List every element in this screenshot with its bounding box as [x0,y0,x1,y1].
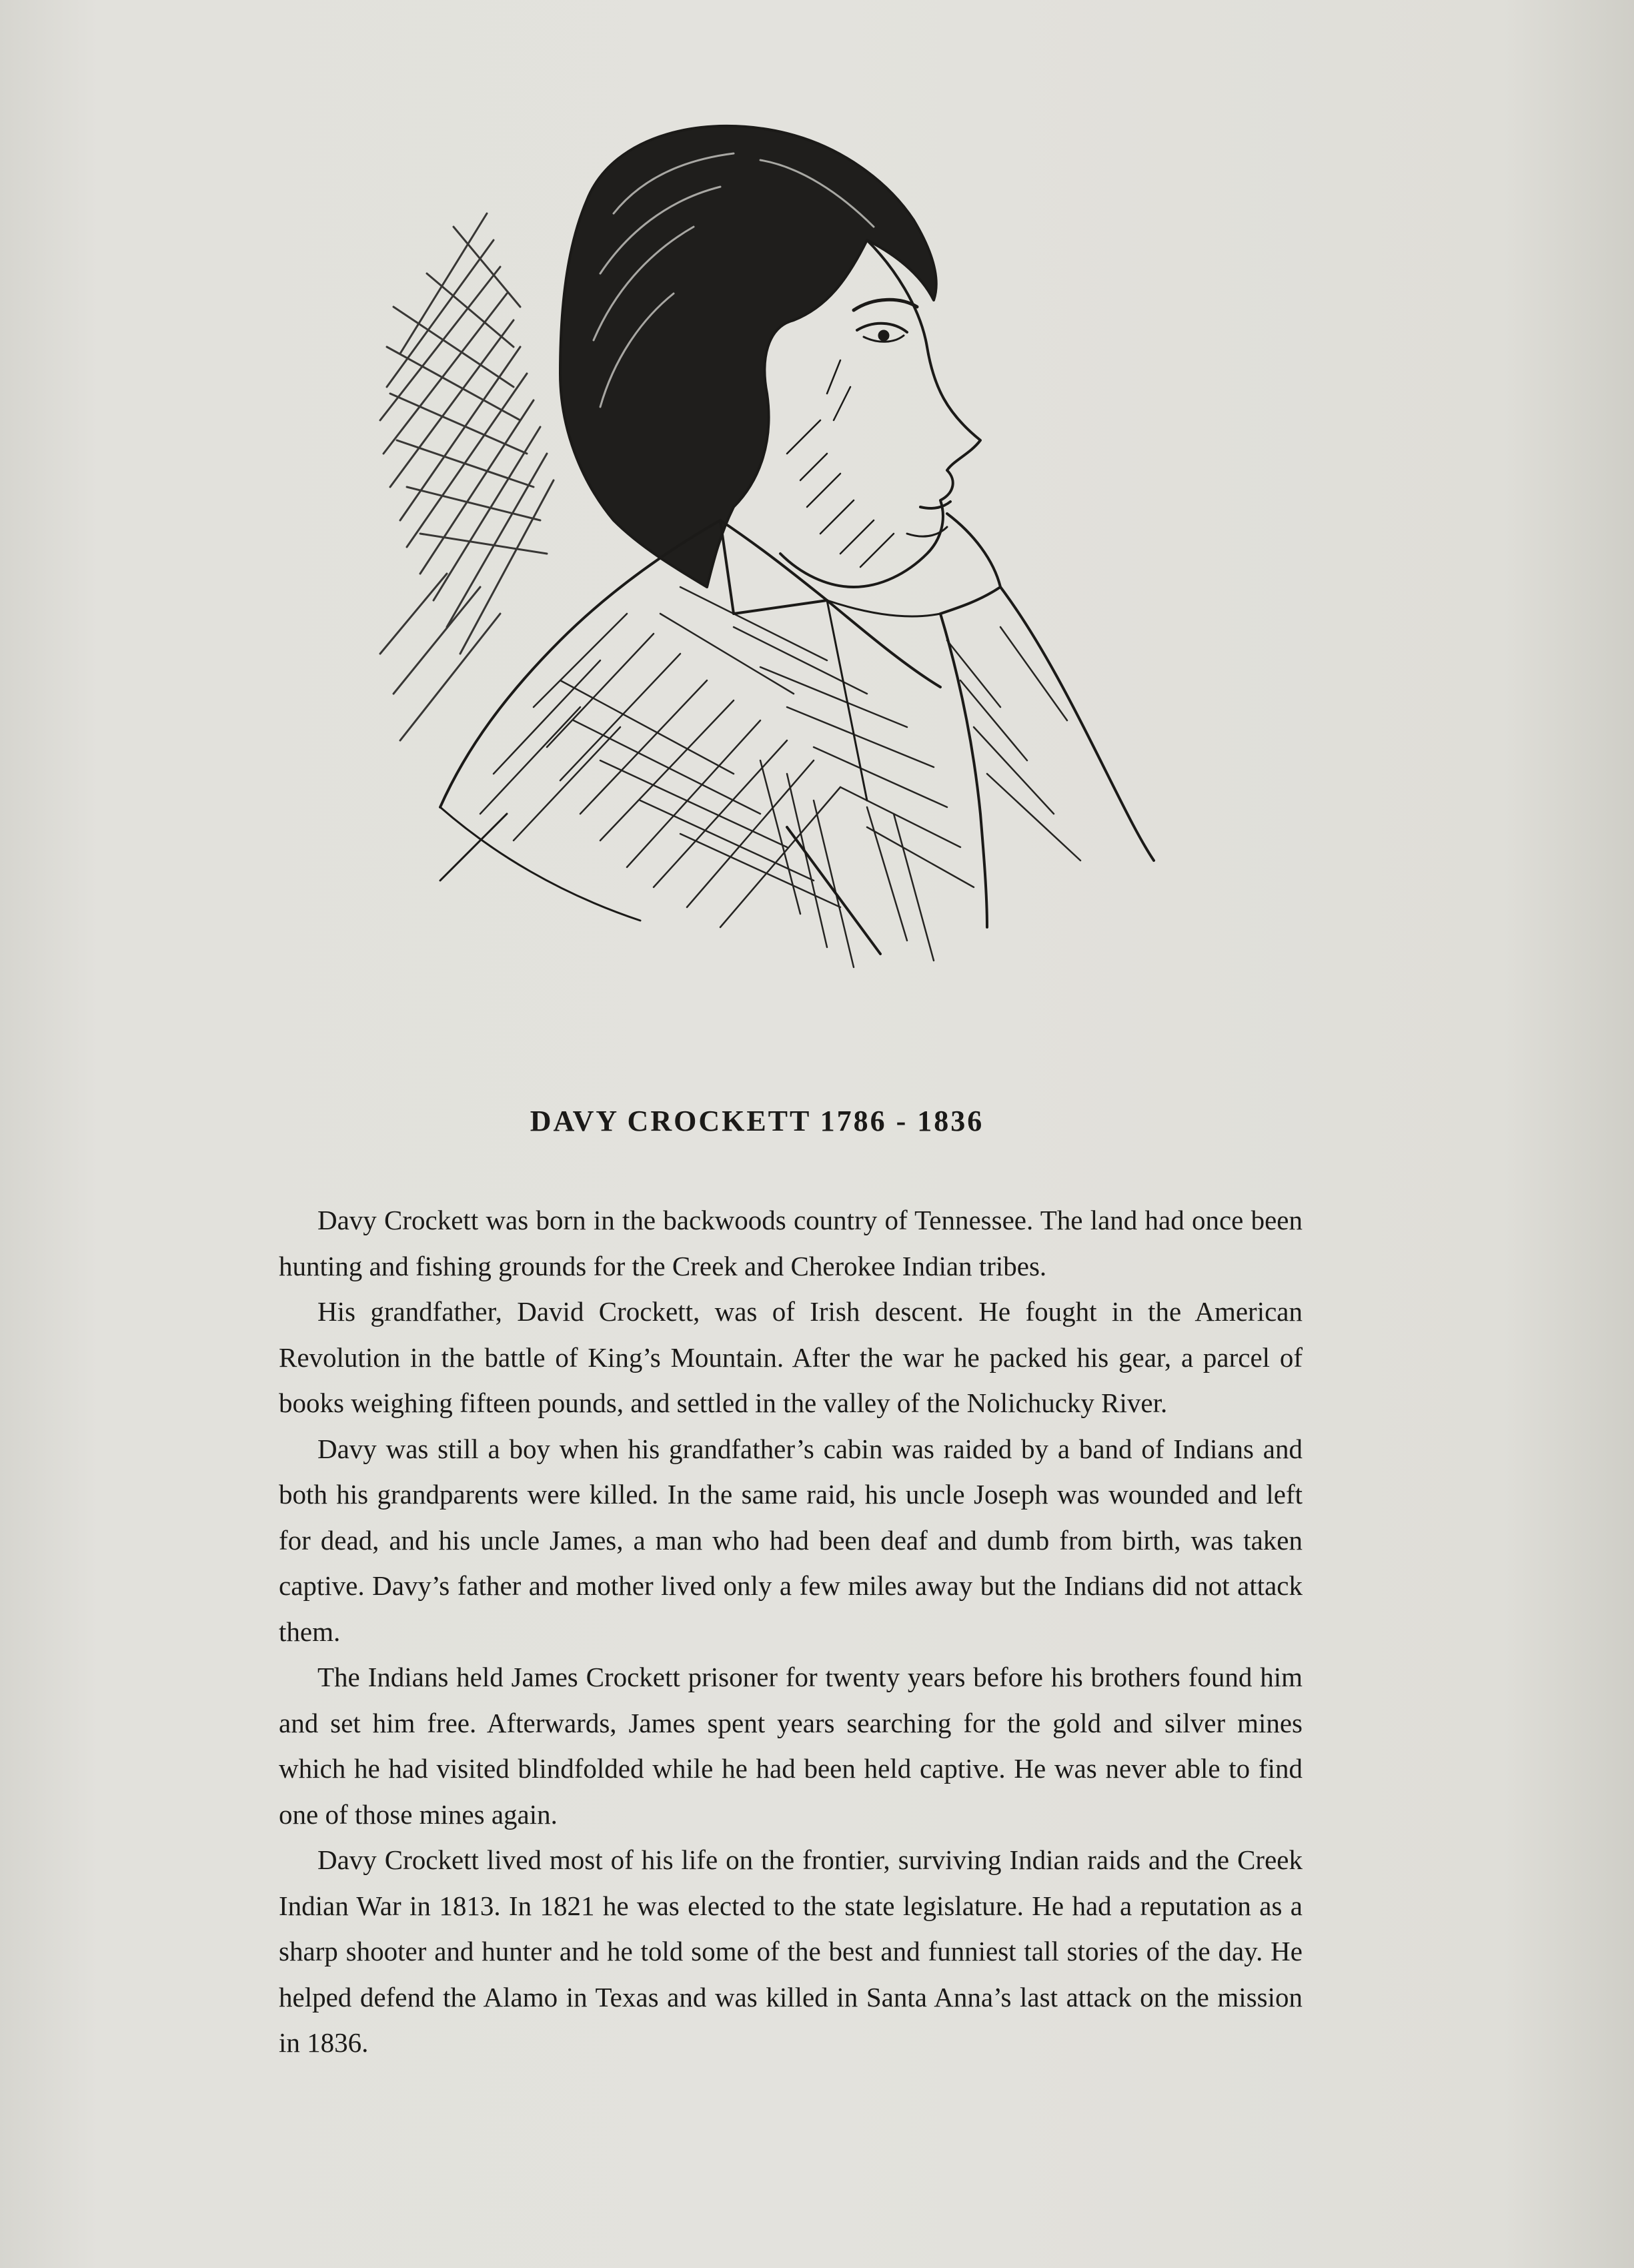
paragraph: His grandfather, David Crockett, was of Irish descent. He fought in the American Revolution in the battle of King’s Mountain. After the war he packed his gear, a parcel of books weighing fifteen pounds, and settled in the valley of the Nolichucky River. [279,1296,1303,1418]
paragraph: Davy Crockett lived most of his life on the frontier, surviving Indian raids and the Creek Indian War in 1813. In 1821 he was elected to the state legislature. He had a reputation as a sharp shooter and hunter and he told some of the best and funniest tall stories of the day. He helped defend the Alamo in Texas and was killed in Santa Anna’s last attack on the mission in 1836. [279,1844,1303,2058]
page-title: DAVY CROCKETT 1786 - 1836 [530,1105,984,1137]
portrait-illustration [360,107,1180,987]
body-text [279,1197,1303,2066]
paragraph: Davy Crockett was born in the backwoods country of Tennessee. The land had once been hunting and fishing grounds for the Creek and Cherokee Indian tribes. [279,1205,1303,1281]
paragraph: Davy was still a boy when his grandfather’s cabin was raided by a band of Indians and both his grandparents were killed. In the same raid, his uncle Joseph was wounded and left for dead, and his uncle James, a man who had been deaf and dumb from birth, was taken captive. Davy’s father and mother lived only a few miles away but the Indians did not attack them. [279,1433,1303,1647]
paragraph: The Indians held James Crockett prisoner for twenty years before his brothers found him and set him free. Afterwards, James spent years searching for the gold and silver mines which he had visited blindfolded while he had been held captive. He was never able to find one of those mines again. [279,1662,1303,1830]
